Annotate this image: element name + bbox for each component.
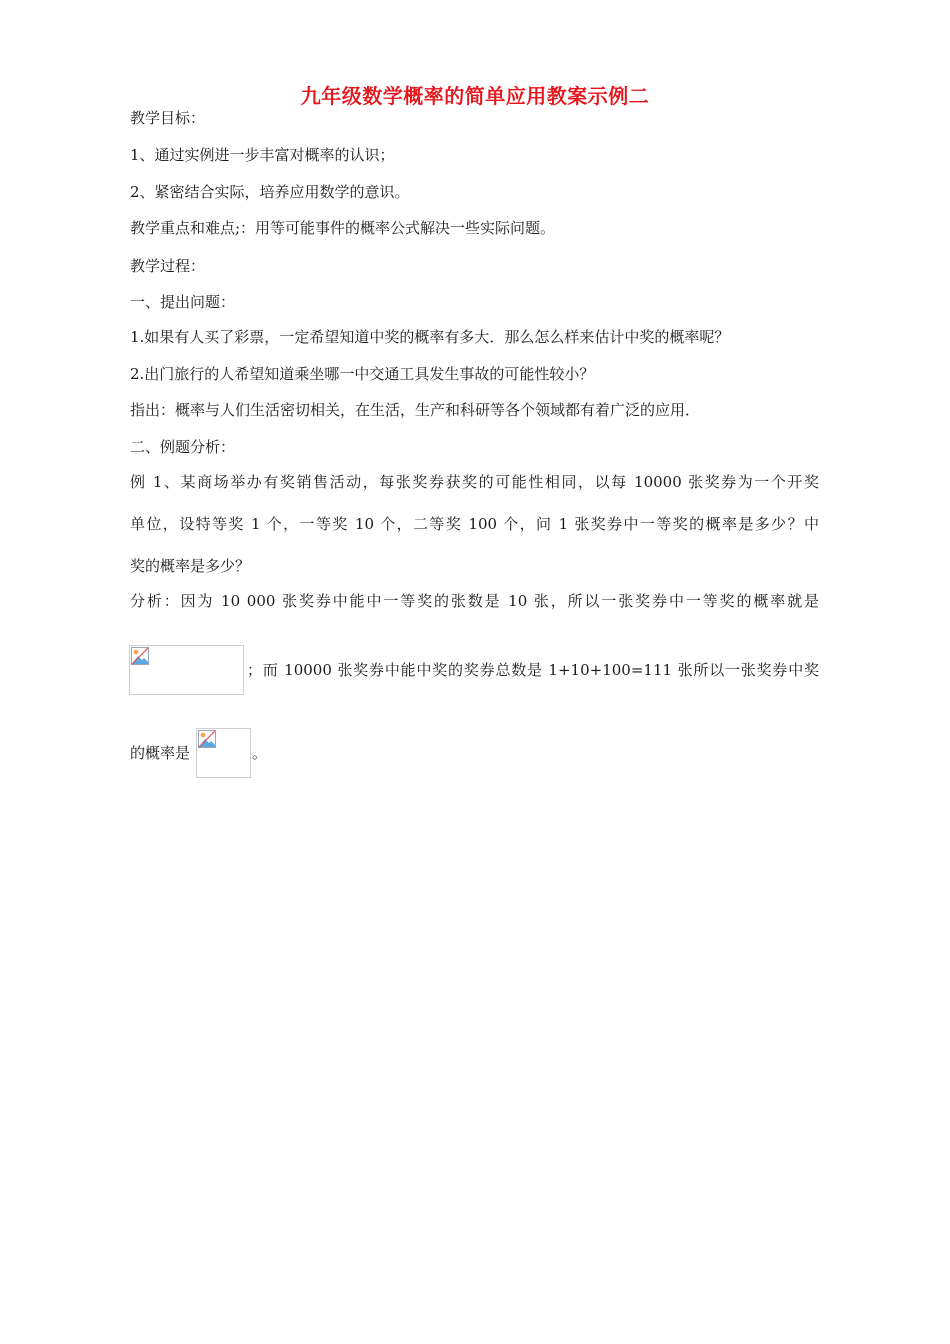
broken-image-icon — [131, 647, 149, 665]
document-title: 九年级数学概率的简单应用教案示例二 — [300, 84, 650, 108]
example-1-line-3: 奖的概率是多少？ — [130, 557, 251, 575]
question-item-2: 2.出门旅行的人希望知道乘坐哪一中交通工具发生事故的可能性较小？ — [130, 365, 595, 383]
objective-item-1: 1、通过实例进一步丰富对概率的认识； — [130, 146, 395, 164]
section-heading-objectives: 教学目标： — [130, 109, 206, 127]
question-item-1: 1.如果有人买了彩票，一定希望知道中奖的概率有多大．那么怎么样来估计中奖的概率呢？ — [130, 328, 730, 346]
objective-item-2: 2、紧密结合实际，培养应用数学的意识。 — [130, 183, 410, 201]
note-text: 指出：概率与人们生活密切相关，在生活，生产和科研等各个领域都有着广泛的应用． — [130, 401, 701, 419]
section-heading-process: 教学过程： — [130, 257, 206, 275]
formula-image-2 — [196, 728, 251, 778]
example-1-line-1: 例 1、某商场举办有奖销售活动，每张奖券获奖的可能性相同，以每 10000 张奖券为一个开奖 — [130, 473, 819, 491]
subsection-heading-questions: 一、提出问题： — [130, 293, 236, 311]
analysis-line-3-suffix: 。 — [252, 744, 268, 762]
key-points-text: 教学重点和难点;：用等可能事件的概率公式解决一些实际问题。 — [130, 219, 556, 237]
analysis-line-2: ；而 10000 张奖券中能中奖的奖券总数是 1+10+100=111 张所以一张奖券中奖 — [247, 661, 819, 679]
analysis-line-3-prefix: 的概率是 — [130, 744, 191, 762]
broken-image-icon — [198, 730, 216, 748]
analysis-line-1: 分析：因为 10 000 张奖券中能中一等奖的张数是 10 张，所以一张奖券中一等奖的概率就是 — [130, 592, 819, 610]
example-1-line-2: 单位，设特等奖 1 个，一等奖 10 个，二等奖 100 个，问 1 张奖券中一等奖的概率是多少？中 — [130, 515, 819, 533]
formula-image-1 — [129, 645, 244, 695]
subsection-heading-examples: 二、例题分析： — [130, 438, 236, 456]
